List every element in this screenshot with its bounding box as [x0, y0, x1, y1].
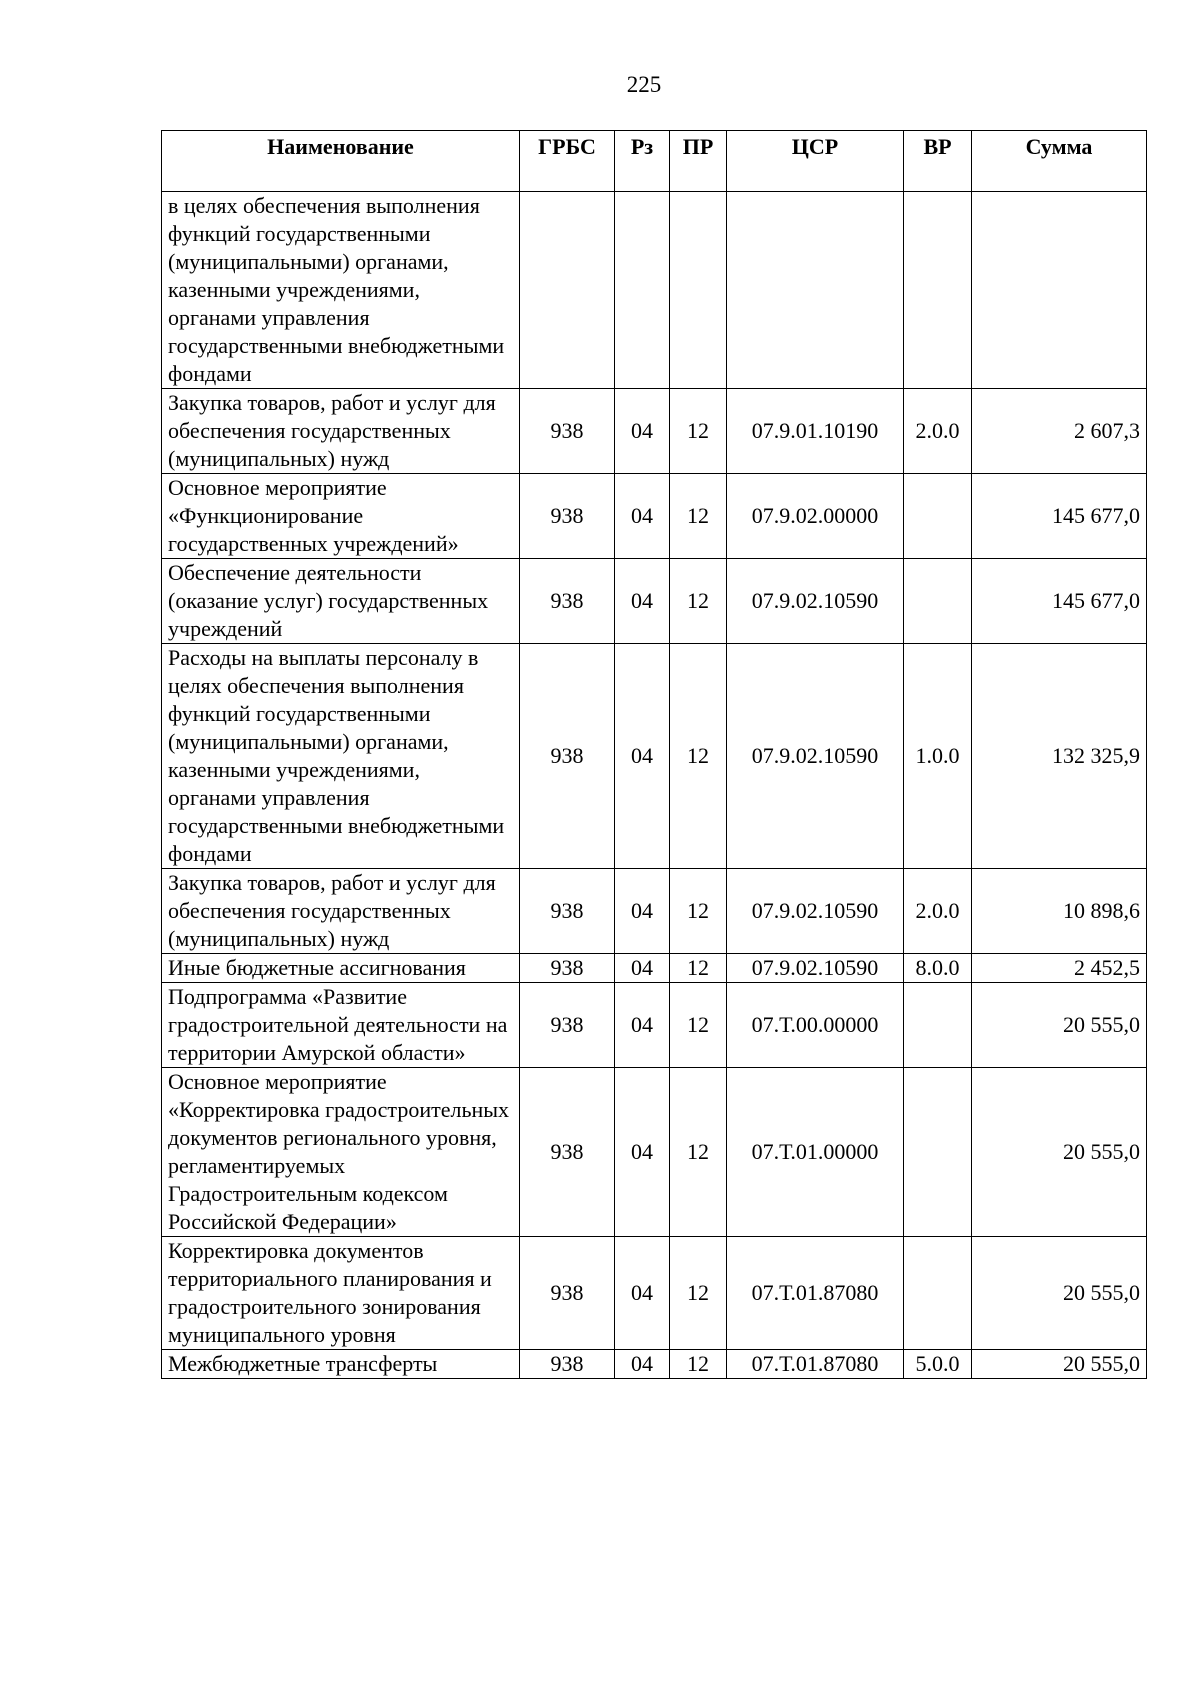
table-row — [162, 559, 1147, 644]
cell-pr: 12 — [670, 389, 727, 474]
cell-vr: 2.0.0 — [904, 869, 972, 954]
table-row — [162, 954, 1147, 983]
table-row — [162, 474, 1147, 559]
cell-csr: 07.Т.00.00000 — [727, 983, 904, 1068]
cell-name: Обеспечение деятельности (оказание услуг) государственных учреждений — [162, 559, 520, 644]
cell-sum: 20 555,0 — [972, 1237, 1147, 1350]
cell-rz — [615, 192, 670, 389]
cell-name: Подпрограмма «Развитие градостроительной деятельности на территории Амурской области» — [162, 983, 520, 1068]
cell-pr: 12 — [670, 983, 727, 1068]
cell-rz: 04 — [615, 644, 670, 869]
table-row — [162, 869, 1147, 954]
table-row — [162, 192, 1147, 389]
cell-pr: 12 — [670, 474, 727, 559]
table-header-row — [162, 131, 1147, 192]
cell-grbs: 938 — [520, 983, 615, 1068]
table-row — [162, 1068, 1147, 1237]
cell-grbs: 938 — [520, 1237, 615, 1350]
cell-grbs: 938 — [520, 559, 615, 644]
cell-csr: 07.9.02.10590 — [727, 644, 904, 869]
cell-csr: 07.9.02.00000 — [727, 474, 904, 559]
cell-sum: 145 677,0 — [972, 559, 1147, 644]
cell-csr: 07.Т.01.87080 — [727, 1350, 904, 1379]
header-csr: ЦСР — [727, 131, 904, 192]
cell-rz: 04 — [615, 1350, 670, 1379]
cell-csr: 07.Т.01.87080 — [727, 1237, 904, 1350]
cell-vr — [904, 983, 972, 1068]
cell-name: Иные бюджетные ассигнования — [162, 954, 520, 983]
cell-grbs: 938 — [520, 389, 615, 474]
cell-rz: 04 — [615, 869, 670, 954]
cell-name: Основное мероприятие «Корректировка градостроительных документов регионального уровня, регламентируемых Градостроительным кодексом Российской Федерации» — [162, 1068, 520, 1237]
cell-pr: 12 — [670, 1068, 727, 1237]
cell-name: Закупка товаров, работ и услуг для обеспечения государственных (муниципальных) нужд — [162, 389, 520, 474]
cell-pr: 12 — [670, 644, 727, 869]
cell-vr — [904, 559, 972, 644]
table-row — [162, 1350, 1147, 1379]
cell-vr: 2.0.0 — [904, 389, 972, 474]
cell-pr: 12 — [670, 954, 727, 983]
cell-csr: 07.Т.01.00000 — [727, 1068, 904, 1237]
cell-vr — [904, 1068, 972, 1237]
cell-name: Межбюджетные трансферты — [162, 1350, 520, 1379]
table-row — [162, 1237, 1147, 1350]
table-body — [162, 192, 1147, 1379]
cell-rz: 04 — [615, 983, 670, 1068]
cell-rz: 04 — [615, 1068, 670, 1237]
header-grbs: ГРБС — [520, 131, 615, 192]
cell-grbs: 938 — [520, 1350, 615, 1379]
header-vr: ВР — [904, 131, 972, 192]
cell-csr: 07.9.02.10590 — [727, 869, 904, 954]
cell-grbs: 938 — [520, 1068, 615, 1237]
cell-sum: 20 555,0 — [972, 983, 1147, 1068]
header-name: Наименование — [162, 131, 520, 192]
cell-pr: 12 — [670, 559, 727, 644]
cell-rz: 04 — [615, 954, 670, 983]
cell-grbs: 938 — [520, 474, 615, 559]
table-row — [162, 644, 1147, 869]
cell-name: Расходы на выплаты персоналу в целях обеспечения выполнения функций государственными (муниципальными) органами, казенными учреждениями, органами управления государственными внебюджетными фондами — [162, 644, 520, 869]
cell-grbs: 938 — [520, 869, 615, 954]
cell-sum: 132 325,9 — [972, 644, 1147, 869]
cell-rz: 04 — [615, 389, 670, 474]
cell-vr — [904, 1237, 972, 1350]
cell-vr — [904, 192, 972, 389]
cell-pr: 12 — [670, 1350, 727, 1379]
cell-pr: 12 — [670, 869, 727, 954]
budget-table — [161, 130, 1147, 1379]
cell-name: в целях обеспечения выполнения функций государственными (муниципальными) органами, казенными учреждениями, органами управления государственными внебюджетными фондами — [162, 192, 520, 389]
cell-csr — [727, 192, 904, 389]
cell-grbs — [520, 192, 615, 389]
cell-vr — [904, 474, 972, 559]
cell-csr: 07.9.02.10590 — [727, 559, 904, 644]
cell-grbs: 938 — [520, 954, 615, 983]
cell-rz: 04 — [615, 559, 670, 644]
cell-pr: 12 — [670, 1237, 727, 1350]
table-row — [162, 389, 1147, 474]
cell-name: Корректировка документов территориального планирования и градостроительного зонирования муниципального уровня — [162, 1237, 520, 1350]
table-row — [162, 983, 1147, 1068]
cell-sum: 20 555,0 — [972, 1068, 1147, 1237]
cell-sum: 10 898,6 — [972, 869, 1147, 954]
cell-sum: 145 677,0 — [972, 474, 1147, 559]
cell-csr: 07.9.01.10190 — [727, 389, 904, 474]
page-number: 225 — [626, 72, 662, 97]
cell-rz: 04 — [615, 474, 670, 559]
cell-sum: 2 452,5 — [972, 954, 1147, 983]
cell-name: Закупка товаров, работ и услуг для обеспечения государственных (муниципальных) нужд — [162, 869, 520, 954]
cell-sum: 20 555,0 — [972, 1350, 1147, 1379]
cell-rz: 04 — [615, 1237, 670, 1350]
header-rz: Рз — [615, 131, 670, 192]
cell-vr: 5.0.0 — [904, 1350, 972, 1379]
header-pr: ПР — [670, 131, 727, 192]
cell-name: Основное мероприятие «Функционирование государственных учреждений» — [162, 474, 520, 559]
cell-csr: 07.9.02.10590 — [727, 954, 904, 983]
cell-grbs: 938 — [520, 644, 615, 869]
cell-pr — [670, 192, 727, 389]
header-sum: Сумма — [972, 131, 1147, 192]
cell-vr: 8.0.0 — [904, 954, 972, 983]
cell-sum: 2 607,3 — [972, 389, 1147, 474]
cell-sum — [972, 192, 1147, 389]
cell-vr: 1.0.0 — [904, 644, 972, 869]
